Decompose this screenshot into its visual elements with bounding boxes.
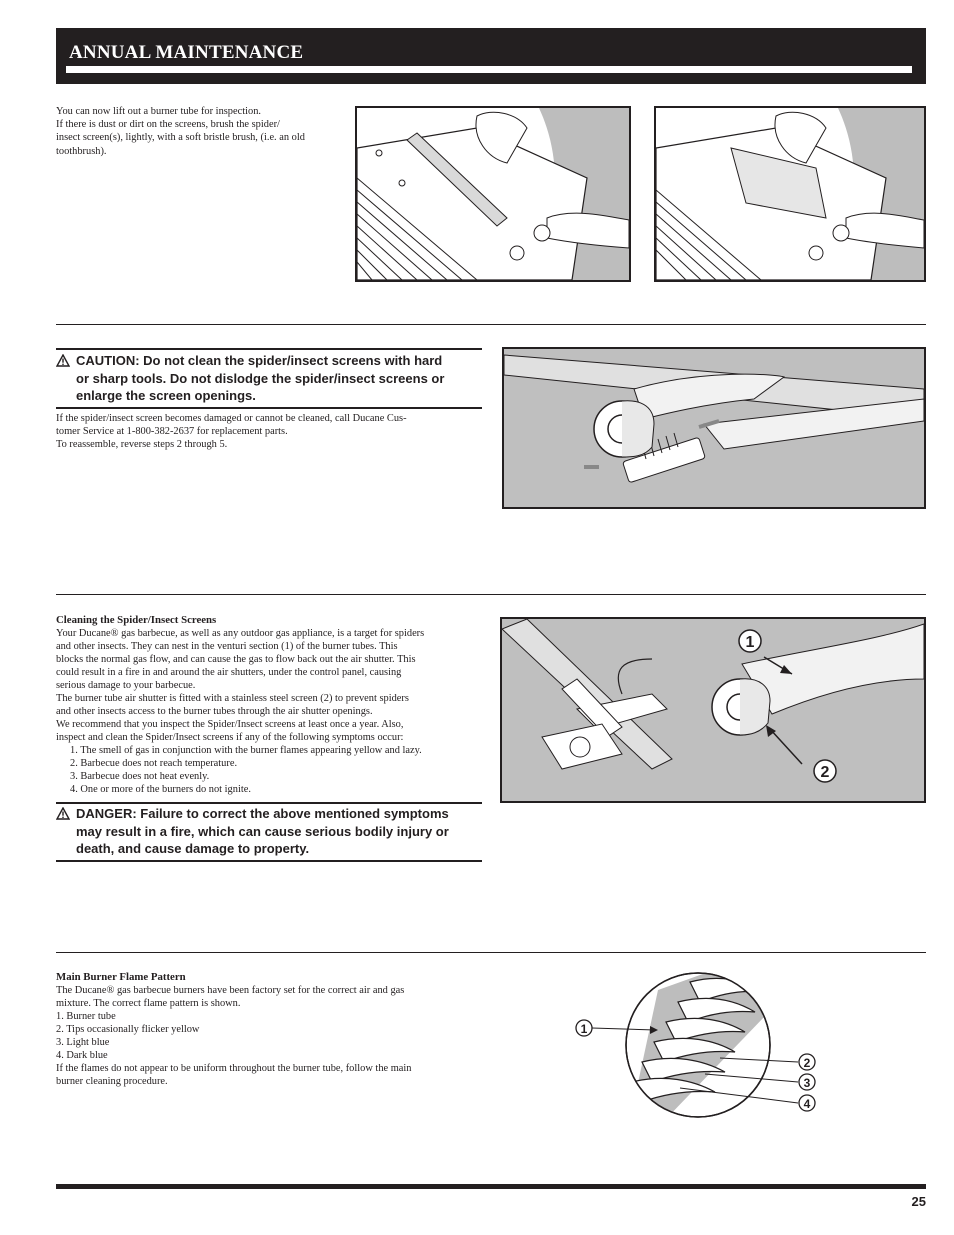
- flame-pattern-drawing: [570, 970, 820, 1120]
- caution-line: or sharp tools. Do not dislodge the spider/insect screens or: [76, 370, 445, 386]
- footer-rule: [56, 1184, 926, 1189]
- caution-top-rule: [56, 348, 482, 350]
- symptom-item: 2. Barbecue does not reach temperature.: [70, 758, 238, 769]
- flame-line: burner cleaning procedure.: [56, 1076, 168, 1087]
- cleaning-line: blocks the normal gas flow, and can cause the gas to flow back out the air shutter. This: [56, 654, 416, 665]
- symptom-item: 4. One or more of the burners do not ignite.: [70, 784, 251, 795]
- caution-line: CAUTION: Do not clean the spider/insect screens with hard: [76, 353, 443, 368]
- intro-line: You can now lift out a burner tube for inspection.: [56, 106, 261, 117]
- danger-line: death, and cause damage to property.: [76, 841, 310, 856]
- callout-2: 2: [820, 764, 830, 781]
- flame-callout-2: 2: [803, 1056, 811, 1070]
- danger-bottom-rule: [56, 860, 482, 862]
- brush-screen-illustration: [502, 347, 926, 509]
- caution-body: [56, 412, 486, 451]
- danger-line: DANGER: Failure to correct the above mentioned symptoms: [76, 806, 449, 821]
- symptom-item: 3. Barbecue does not heat evenly.: [70, 771, 210, 782]
- flame-line: 2. Tips occasionally flicker yellow: [56, 1024, 200, 1035]
- cleaning-line: inspect and clean the Spider/Insect screens if any of the following symptoms occur:: [56, 732, 404, 743]
- flame-callout-3: 3: [803, 1076, 811, 1090]
- section-divider: [56, 952, 926, 953]
- cleaning-line: serious damage to your barbecue.: [56, 680, 196, 691]
- burner-removal-illustration-1: [355, 106, 631, 282]
- cleaning-section: [56, 614, 486, 796]
- flame-title: Main Burner Flame Pattern: [56, 971, 186, 983]
- danger-line: may result in a fire, which can cause serious bodily injury or: [76, 823, 449, 839]
- flame-section: [56, 971, 486, 1088]
- venturi-drawing: [502, 619, 924, 801]
- caution-notice: [56, 352, 482, 405]
- flame-line: The Ducane® gas barbecue burners have been factory set for the correct air and gas: [56, 985, 405, 996]
- symptom-item: 1. The smell of gas in conjunction with the burner flames appearing yellow and lazy.: [70, 745, 422, 756]
- burner-lift-drawing: [656, 108, 924, 280]
- cleaning-line: could result in a fire in and around the air shutters, under the control panel, causing: [56, 667, 402, 678]
- intro-line: toothbrush).: [56, 146, 107, 157]
- page-number: 25: [911, 1194, 926, 1209]
- flame-line: If the flames do not appear to be uniform throughout the burner tube, follow the main: [56, 1063, 412, 1074]
- flame-callout-1: 1: [580, 1022, 588, 1036]
- callout-1: 1: [745, 634, 755, 651]
- cleaning-line: Your Ducane® gas barbecue, as well as any outdoor gas appliance, is a target for spiders: [56, 628, 425, 639]
- flame-line: 1. Burner tube: [56, 1011, 116, 1022]
- caution-line: enlarge the screen openings.: [76, 388, 256, 403]
- cleaning-line: We recommend that you inspect the Spider/Insect screens at least once a year. Also,: [56, 719, 404, 730]
- danger-notice: [56, 805, 482, 858]
- warning-triangle-icon: [56, 807, 70, 820]
- page-title: ANNUAL MAINTENANCE: [69, 42, 304, 63]
- burner-removal-illustration-2: [654, 106, 926, 282]
- cleaning-line: and other insects access to the burner tubes through the air shutter openings.: [56, 706, 373, 717]
- venturi-screen-illustration: [500, 617, 926, 803]
- header-rule: [66, 66, 912, 73]
- flame-pattern-illustration: [570, 970, 820, 1120]
- flame-line: 4. Dark blue: [56, 1050, 108, 1061]
- flame-line: 3. Light blue: [56, 1037, 110, 1048]
- flame-line: mixture. The correct flame pattern is shown.: [56, 998, 241, 1009]
- caution-body-line: If the spider/insect screen becomes damaged or cannot be cleaned, call Ducane Cus-: [56, 413, 407, 424]
- section-divider: [56, 594, 926, 595]
- intro-line: insect screen(s), lightly, with a soft bristle brush, (i.e. an old: [56, 132, 305, 143]
- caution-body-line: tomer Service at 1-800-382-2637 for replacement parts.: [56, 426, 288, 437]
- danger-top-rule: [56, 802, 482, 804]
- warning-triangle-icon: [56, 354, 70, 367]
- cleaning-title: Cleaning the Spider/Insect Screens: [56, 614, 217, 626]
- caution-bottom-rule: [56, 407, 482, 409]
- brush-and-tube-drawing: [504, 349, 924, 507]
- caution-body-line: To reassemble, reverse steps 2 through 5.: [56, 439, 228, 450]
- burner-lift-drawing: [357, 108, 629, 280]
- flame-callout-4: 4: [803, 1097, 811, 1111]
- section-header: [56, 28, 926, 84]
- cleaning-line: and other insects. They can nest in the venturi section (1) of the burner tubes. This: [56, 641, 398, 652]
- intro-text: [56, 105, 351, 158]
- cleaning-line: The burner tube air shutter is fitted with a stainless steel screen (2) to prevent spiders: [56, 693, 409, 704]
- intro-line: If there is dust or dirt on the screens, brush the spider/: [56, 119, 280, 130]
- section-divider: [56, 324, 926, 325]
